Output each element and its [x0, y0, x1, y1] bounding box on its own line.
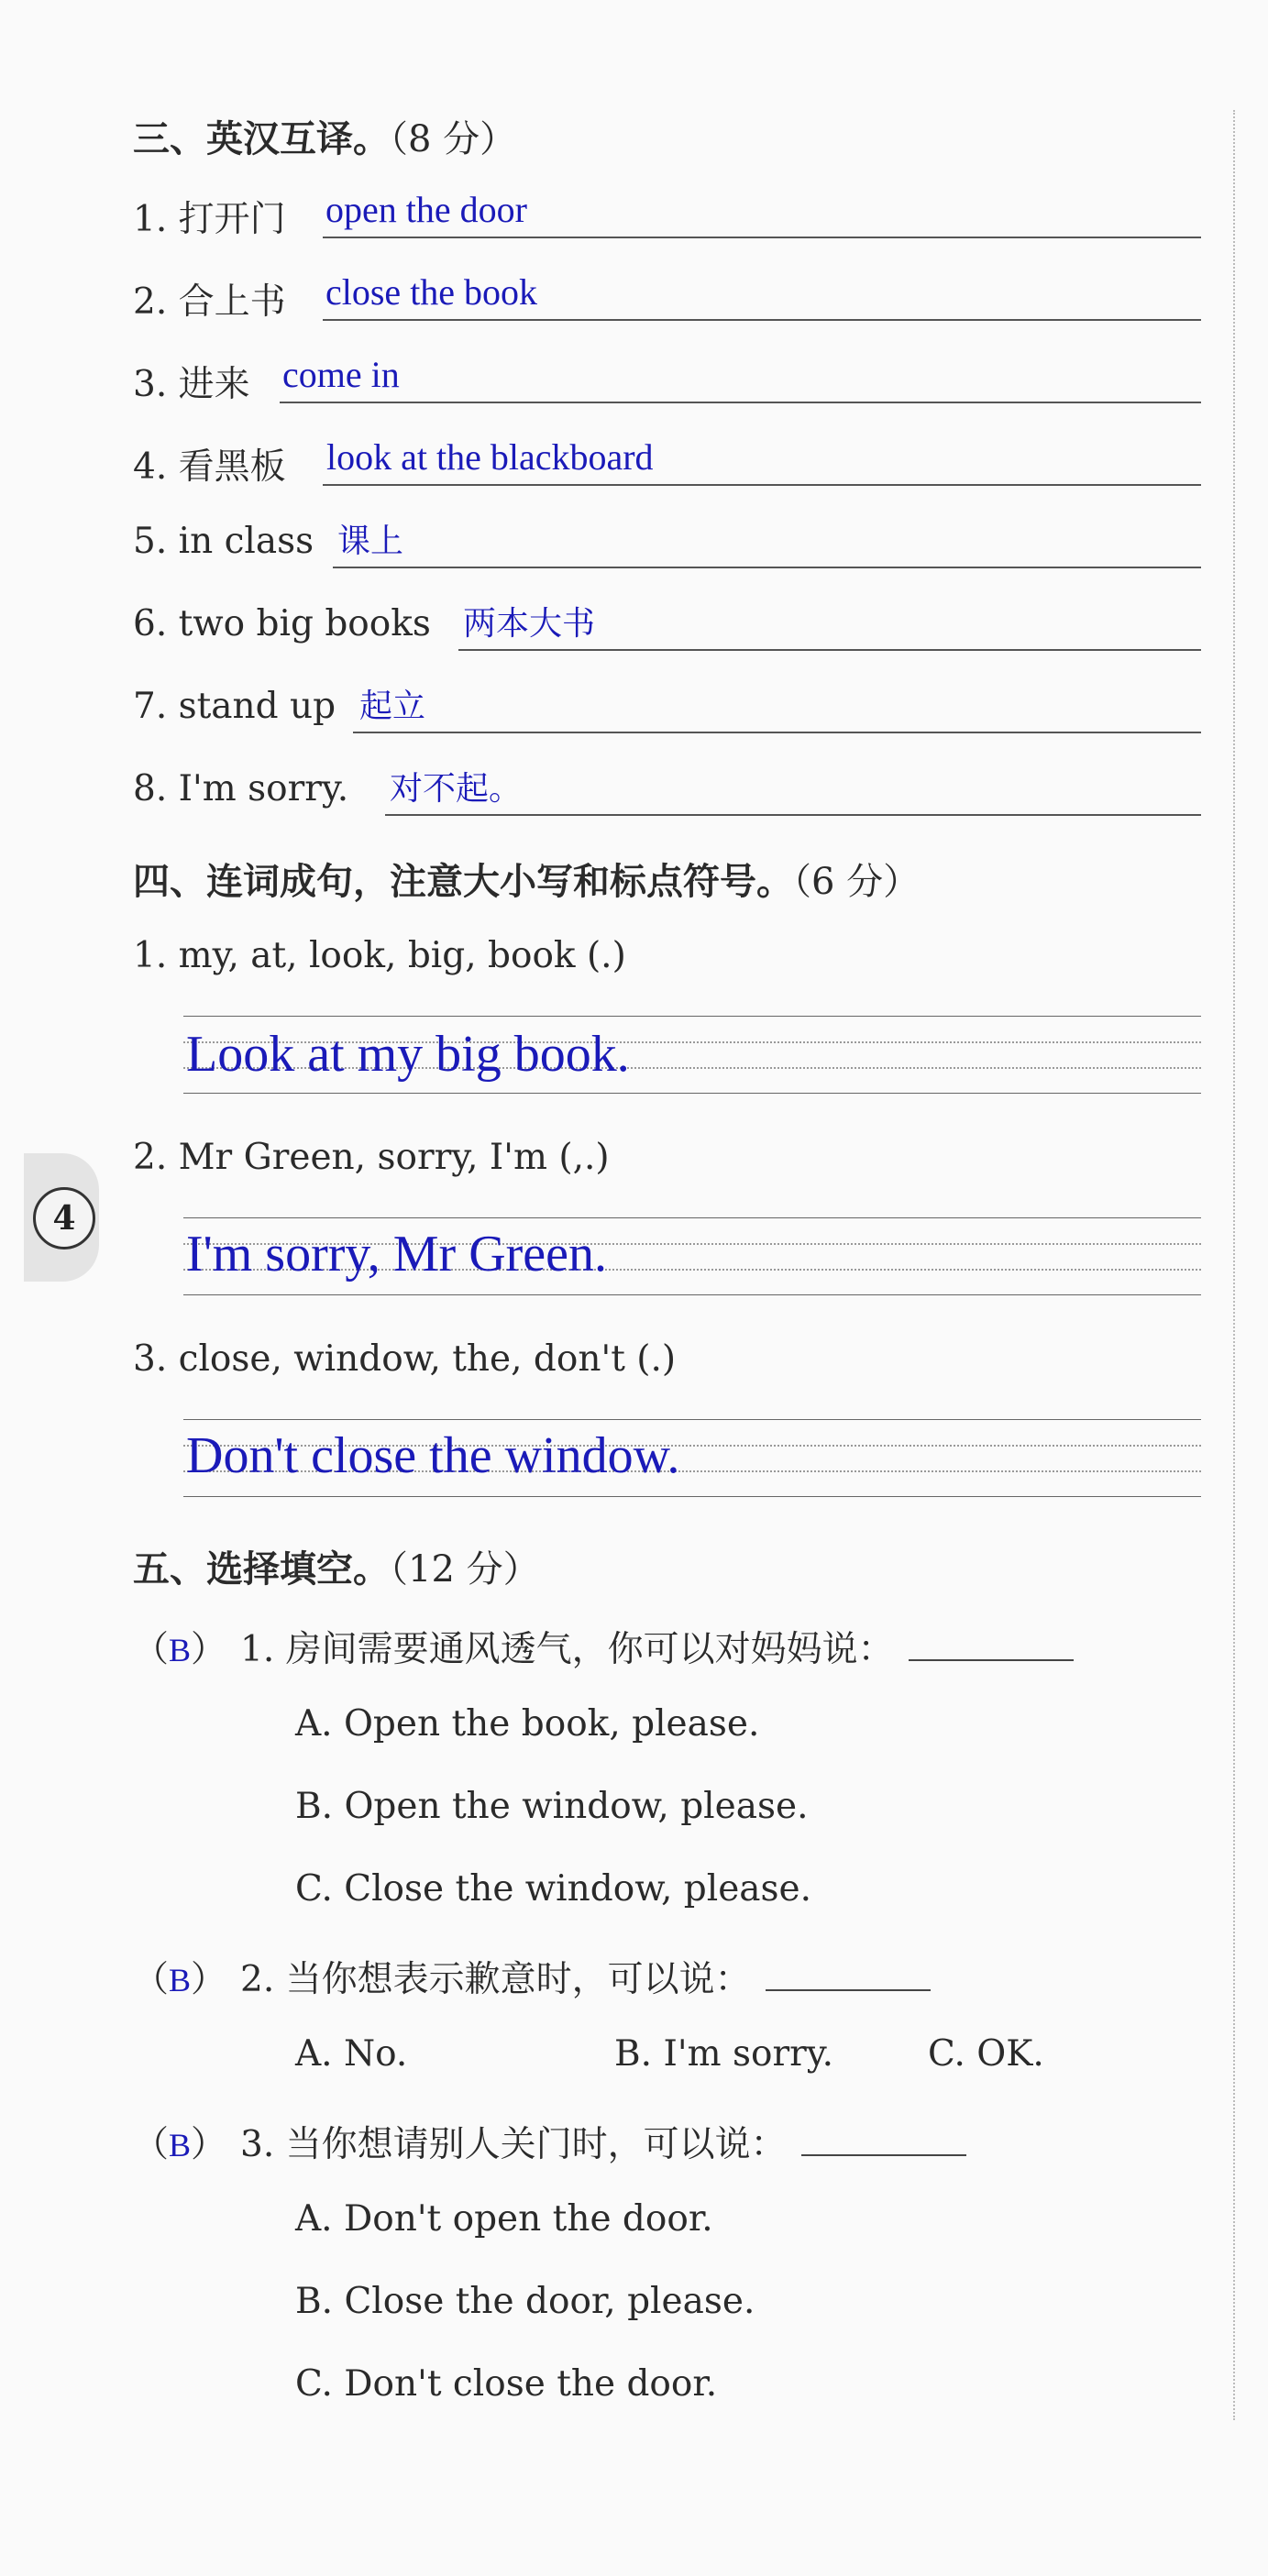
question-text: 3. close, window, the, don't (.)	[133, 1338, 677, 1380]
option-c: C. Close the window, please.	[295, 1868, 812, 1910]
question-text: 1. my, at, look, big, book (.)	[133, 935, 626, 976]
section3-title: 三、英汉互译。	[133, 118, 390, 160]
answer-text: 课上	[337, 523, 404, 560]
section4-heading	[133, 853, 920, 905]
answer-text: close the book	[325, 271, 538, 313]
question-text: 4. 看黑板	[133, 446, 286, 488]
writing-line	[183, 1496, 1201, 1497]
answer-paren: （B）	[133, 1629, 227, 1670]
answer-sentence: Don't close the window.	[186, 1427, 680, 1484]
answer-line	[353, 732, 1201, 733]
writing-line	[183, 1016, 1201, 1017]
fill-blank	[801, 2154, 966, 2156]
answer-text: look at the blackboard	[326, 436, 654, 478]
answer-text: 起立	[359, 688, 426, 725]
fill-blank	[909, 1659, 1074, 1661]
question-text: 2. 合上书	[133, 281, 286, 323]
answer-line	[458, 649, 1201, 651]
answer-line	[385, 814, 1201, 816]
answer-text: open the door	[325, 189, 527, 230]
question-text: 8. I'm sorry.	[133, 768, 349, 809]
choice-answer: B	[169, 1962, 192, 1998]
question-text: 5. in class	[133, 521, 314, 562]
option-a: A. No.	[295, 2033, 408, 2075]
binding-margin-line	[1233, 110, 1235, 2420]
section3-heading	[133, 110, 516, 162]
answer-line	[280, 402, 1201, 403]
section4-title: 四、连词成句，注意大小写和标点符号。	[133, 861, 793, 903]
section4-points: （6 分）	[793, 861, 921, 903]
option-b: B. I'm sorry.	[614, 2033, 833, 2075]
option-a: A. Don't open the door.	[295, 2198, 713, 2240]
writing-line	[183, 1419, 1201, 1420]
writing-line	[183, 1294, 1201, 1295]
question-text: 7. stand up	[133, 686, 336, 727]
answer-sentence: I'm sorry, Mr Green.	[186, 1226, 607, 1282]
answer-text: come in	[282, 354, 400, 395]
section3-points: （8 分）	[390, 118, 517, 160]
writing-line	[183, 1217, 1201, 1218]
section5-heading	[133, 1540, 540, 1592]
section5-points: （12 分）	[390, 1548, 540, 1591]
answer-line	[333, 567, 1201, 568]
question-text: 3. 进来	[133, 364, 250, 405]
option-c: C. Don't close the door.	[295, 2363, 718, 2405]
answer-line	[323, 237, 1201, 238]
question-text: 2. Mr Green, sorry, I'm (,.)	[133, 1137, 610, 1178]
answer-text: 两本大书	[463, 605, 596, 643]
section5-title: 五、选择填空。	[133, 1548, 390, 1591]
question-text: 2. 当你想表示歉意时，可以说：	[240, 1951, 931, 2002]
option-c: C. OK.	[928, 2033, 1044, 2075]
choice-answer: B	[169, 2127, 192, 2163]
answer-text: 对不起。	[390, 770, 523, 808]
question-text: 3. 当你想请别人关门时，可以说：	[240, 2116, 966, 2167]
writing-line	[183, 1093, 1201, 1094]
question-text: 1. 房间需要通风透气，你可以对妈妈说：	[240, 1621, 1074, 1672]
option-b: B. Close the door, please.	[295, 2281, 755, 2322]
question-text: 1. 打开门	[133, 199, 286, 240]
option-b: B. Open the window, please.	[295, 1786, 809, 1827]
answer-sentence: Look at my big book.	[186, 1026, 630, 1083]
option-a: A. Open the book, please.	[295, 1703, 760, 1745]
answer-line	[323, 319, 1201, 321]
answer-line	[323, 484, 1201, 486]
answer-paren: （B）	[133, 2124, 227, 2165]
question-text: 6. two big books	[133, 603, 431, 644]
choice-answer: B	[169, 1632, 192, 1668]
page-number: 4	[33, 1187, 95, 1249]
answer-paren: （B）	[133, 1959, 227, 2000]
fill-blank	[766, 1989, 931, 1991]
